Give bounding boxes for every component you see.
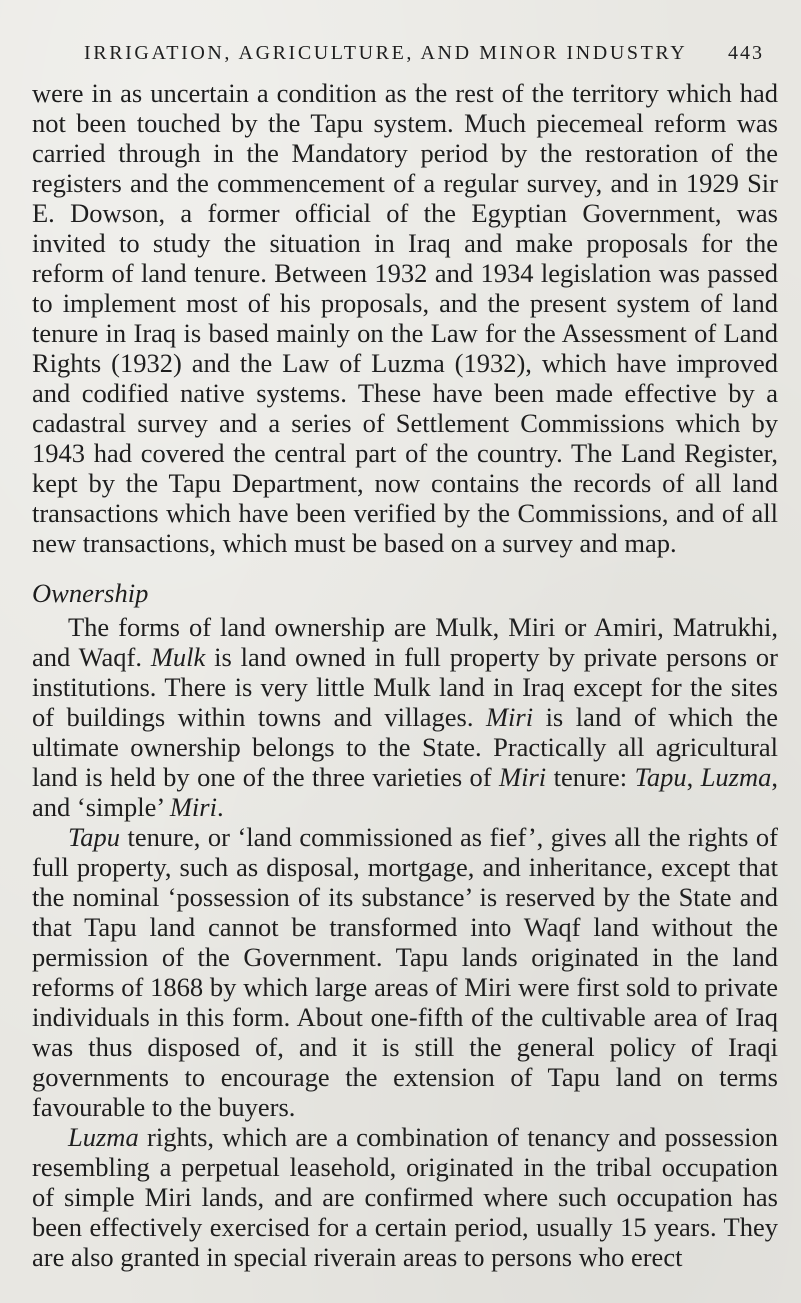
paragraph-land-reform: were in as uncertain a condition as the rest of the territory which had not been touched by the Tapu system. Much piecemeal reform was carried through in the Mandatory period by the restoration of the registers and the commencement of a regular survey, and in 1929 Sir E. Dowson, a former official of the Egyptian Government, was invited to study the situation in Iraq and make proposals for the reform of land tenure. Between 1932 and 1934 legislation was passed to implement most of his proposals, and the present system of land tenure in Iraq is based mainly on the Law for the Assessment of Land Rights (1932) and the Law of Luzma (1932), which have improved and codified native systems. These have been made effective by a cadastral survey and a series of Settlement Commissions which by 1943 had covered the central part of the country. The Land Register, kept by the Tapu Department, now contains the records of all land transactions which have been verified by the Commissions, and of all new transactions, which must be based on a survey and map. — [32, 78, 778, 558]
text-segment: , — [686, 762, 701, 792]
paragraph-luzma-rights — [32, 1122, 778, 1272]
text-segment: tenure, or ‘land commissioned as fief’, gives all the rights of full property, such as disposal, mortgage, and inheritance, except that the nominal ‘possession of its substance’ is reserved by the State and that Tapu land cannot be transformed into Waqf land without the permission of the Government. Tapu lands originated in the land reforms of 1868 by which large areas of Miri were first sold to private individuals in this form. About one-fifth of the cultivable area of Iraq was thus disposed of, and it is still the general policy of Iraqi governments to encourage the extension of Tapu land on terms favourable to the buyers. — [32, 822, 778, 1122]
running-head — [84, 42, 764, 65]
text-segment: tenure: — [546, 762, 635, 792]
running-head-title: IRRIGATION, AGRICULTURE, AND MINOR INDUSTRY — [84, 42, 688, 64]
term-mulk: Mulk — [150, 642, 206, 672]
term-miri: Miri — [485, 702, 534, 732]
term-luzma: Luzma — [700, 762, 772, 792]
term-tapu: Tapu — [68, 822, 121, 852]
page-number: 443 — [728, 42, 764, 64]
text-segment: is land of which the ultimate ownership belongs to the State. Practically all agricultural land is held by one of the three varieties of — [32, 702, 779, 792]
term-tapu: Tapu — [634, 762, 687, 792]
text-segment: . — [216, 792, 224, 822]
paragraph-tapu-tenure — [32, 822, 778, 1122]
term-luzma: Luzma — [68, 1122, 139, 1152]
paragraph-forms-of-ownership — [32, 612, 778, 822]
term-miri: Miri — [169, 792, 217, 822]
body-text — [32, 78, 778, 1272]
text-segment: is land owned in full property by private persons or institutions. There is very little Mulk land in Iraq except for the sites of buildings within towns and villages. — [32, 642, 778, 732]
text-segment: rights, which are a combination of tenancy and possession resembling a perpetual leasehold, originated in the tribal occupation of simple Miri lands, and are confirmed where such occupation has been effectively exercised for a certain period, usually 15 years. They are also granted in special riverain areas to persons who erect — [32, 1122, 778, 1272]
section-heading-ownership: Ownership — [32, 578, 149, 608]
text-segment: , and ‘simple’ — [32, 762, 779, 822]
text-segment: The forms of land ownership are Mulk, Miri or Amiri, Matrukhi, and Waqf. — [32, 612, 778, 672]
term-miri: Miri — [499, 762, 547, 792]
